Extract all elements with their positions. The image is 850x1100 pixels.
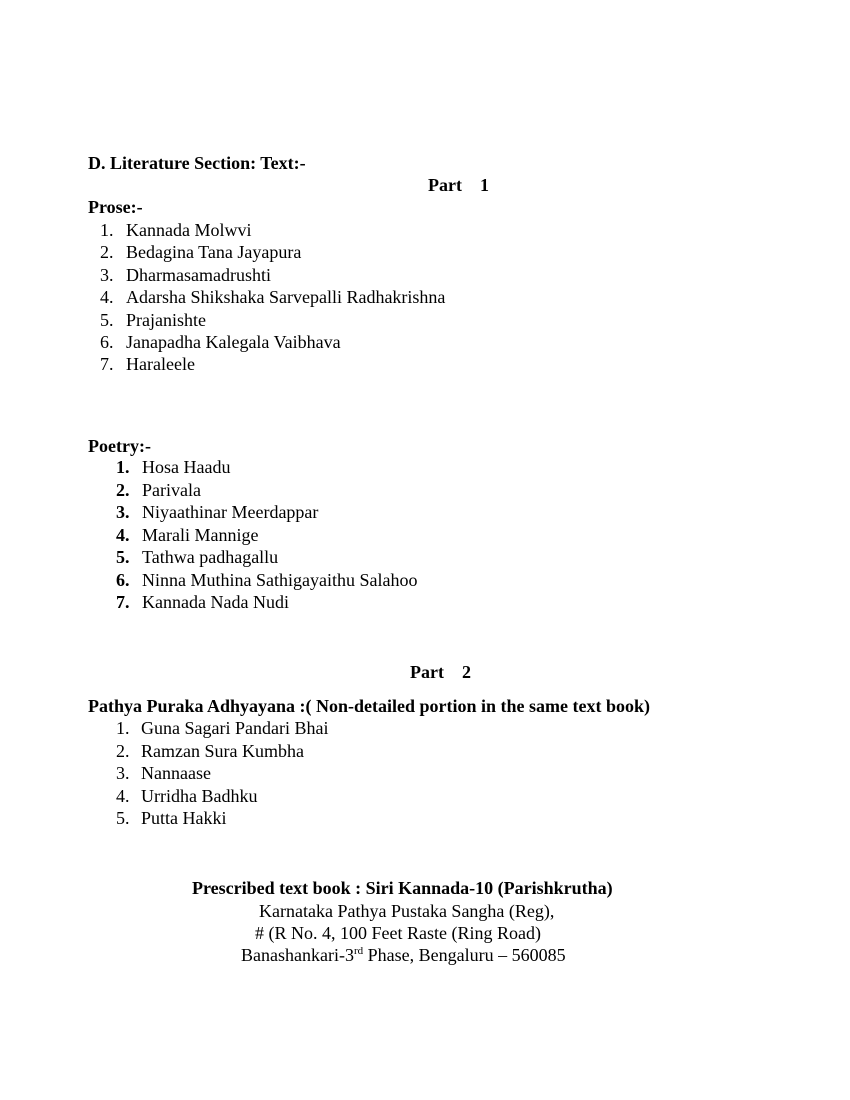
part2-subheading: Pathya Puraka Adhyayana :( Non-detailed portion in the same text book) — [88, 696, 651, 716]
list-item-text: Kannada Nada Nudi — [142, 592, 289, 612]
list-number: 3. — [116, 763, 130, 783]
list-item-text: Dharmasamadrushti — [126, 264, 271, 285]
list-number: 4. — [100, 287, 114, 308]
part-number: 1 — [479, 175, 489, 195]
part1-heading — [428, 174, 489, 196]
list-number: 5. — [100, 309, 114, 330]
list-number: 7. — [116, 592, 130, 612]
list-item-text: Bedagina Tana Jayapura — [126, 242, 302, 263]
list-number: 2. — [116, 479, 130, 500]
section-title: D. Literature Section: Text:- — [88, 153, 306, 173]
list-item-text: Tathwa padhagallu — [142, 547, 279, 567]
list-number: 7. — [100, 354, 114, 375]
address-line-1: # (R No. 4, 100 Feet Raste (Ring Road) — [255, 923, 541, 943]
poetry-heading: Poetry:- — [88, 436, 151, 456]
list-number: 4. — [116, 785, 130, 806]
list-item-text: Nannaase — [141, 763, 211, 783]
list-item-text: Putta Hakki — [141, 808, 227, 828]
list-item-text: Janapadha Kalegala Vaibhava — [126, 332, 341, 352]
list-item-text: Adarsha Shikshaka Sarvepalli Radhakrishna — [126, 287, 446, 308]
list-number: 6. — [116, 569, 130, 590]
list-item-text: Urridha Badhku — [141, 785, 258, 806]
list-item-text: Hosa Haadu — [142, 457, 231, 477]
prescribed-textbook: Prescribed text book : Siri Kannada-10 (Parishkrutha) — [192, 878, 613, 898]
list-number: 2. — [116, 740, 130, 761]
list-item-text: Prajanishte — [126, 309, 206, 330]
address-line-2: Banashankari-3rd Phase, Bengaluru – 560085 — [241, 945, 566, 965]
list-item-text: Guna Sagari Pandari Bhai — [141, 718, 329, 738]
list-item-text: Niyaathinar Meerdappar — [142, 502, 319, 522]
list-item-text: Ninna Muthina Sathigayaithu Salahoo — [142, 569, 418, 590]
list-number: 5. — [116, 808, 130, 828]
list-number: 1. — [100, 220, 114, 240]
list-number: 3. — [116, 502, 130, 522]
prose-heading: Prose:- — [88, 197, 143, 217]
list-item-text: Kannada Molwvi — [126, 220, 252, 240]
list-item-text: Ramzan Sura Kumbha — [141, 740, 304, 761]
list-number: 1. — [116, 457, 130, 477]
publisher: Karnataka Pathya Pustaka Sangha (Reg), — [259, 901, 555, 921]
part-number: 2 — [461, 662, 471, 682]
list-number: 4. — [116, 524, 130, 545]
list-item-text: Haraleele — [126, 354, 195, 375]
part2-heading — [410, 661, 471, 683]
list-item-text: Marali Mannige — [142, 524, 259, 545]
list-item-text: Parivala — [142, 479, 201, 500]
list-number: 1. — [116, 718, 130, 738]
list-number: 2. — [100, 242, 114, 263]
list-number: 3. — [100, 264, 114, 285]
list-number: 6. — [100, 332, 114, 352]
part-label: Part — [428, 175, 462, 195]
part-label: Part — [410, 662, 444, 682]
list-number: 5. — [116, 547, 130, 567]
